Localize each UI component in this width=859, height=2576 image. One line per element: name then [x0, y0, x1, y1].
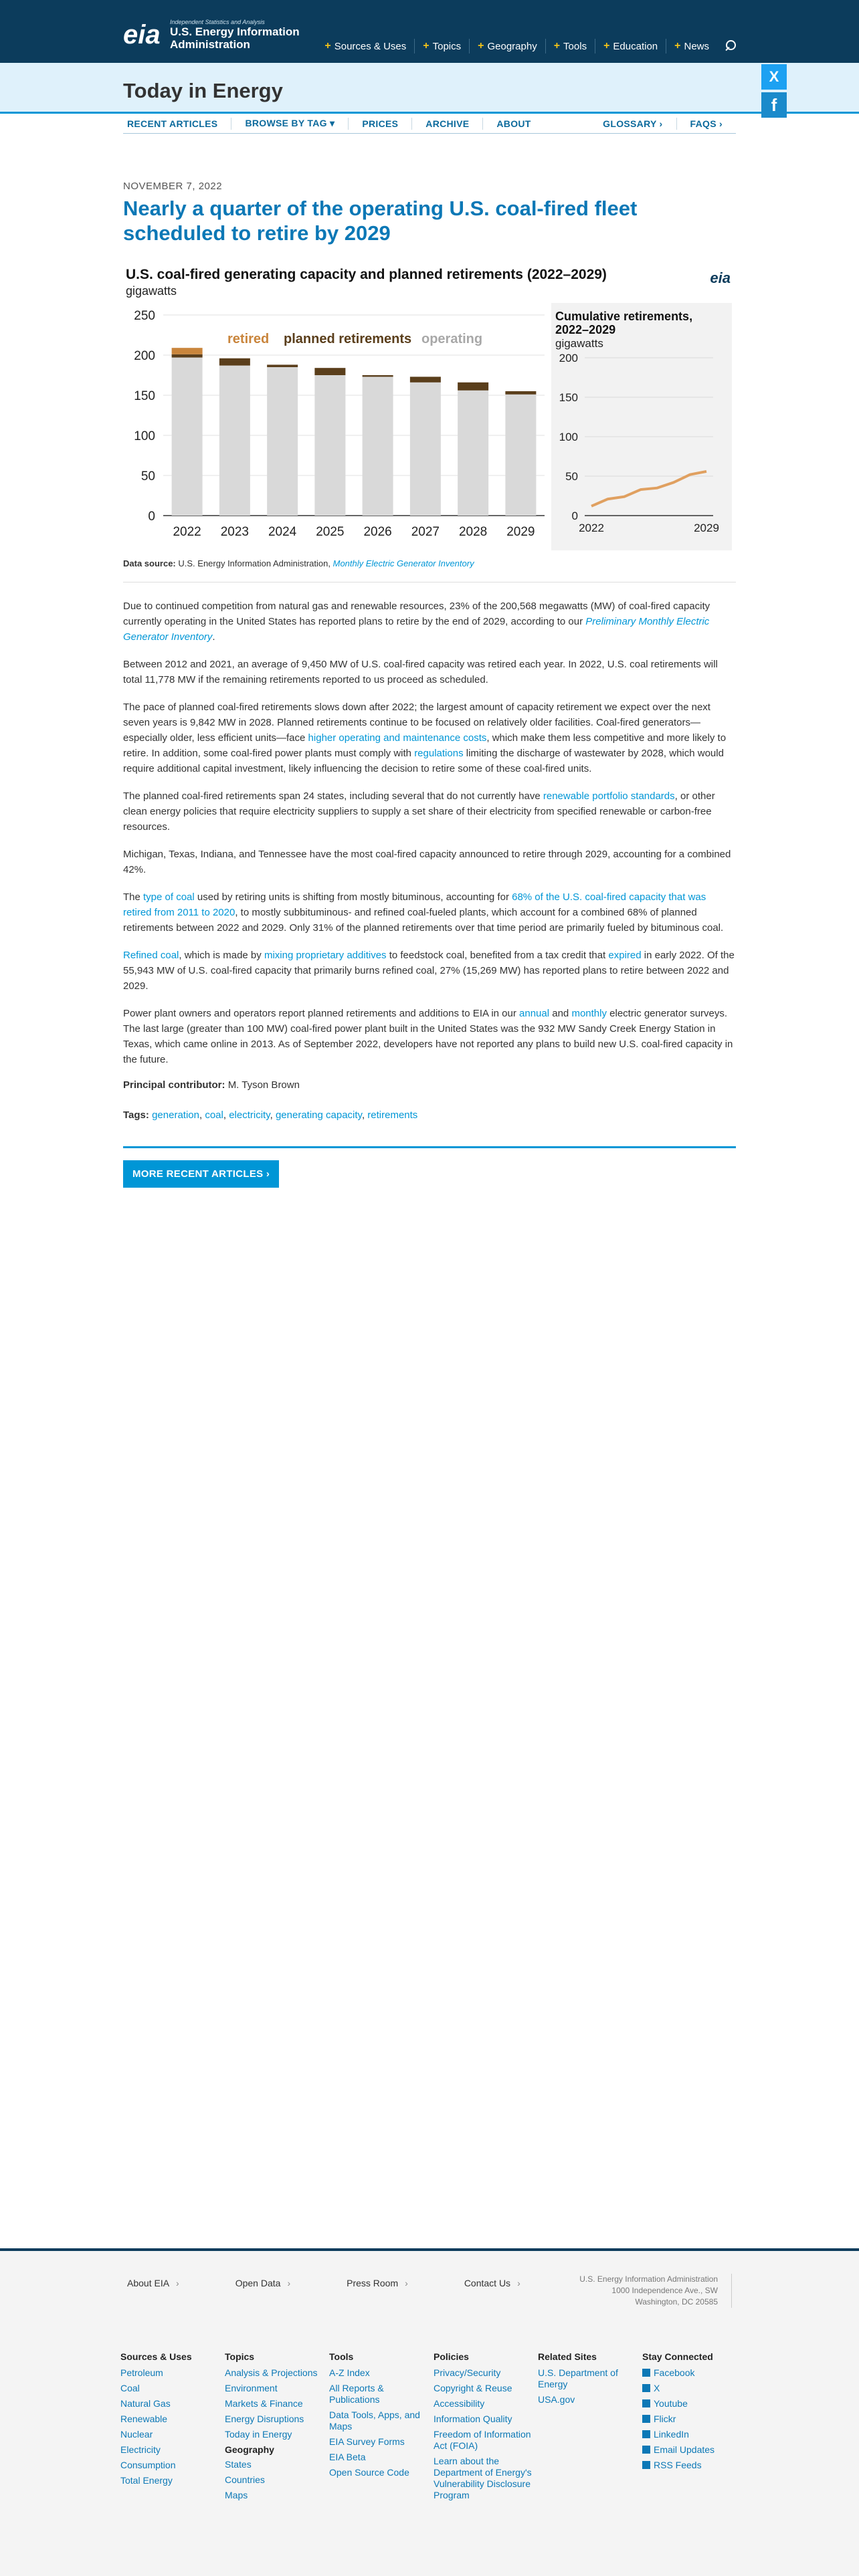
footer-column	[538, 2351, 642, 2505]
footer-link[interactable]: Countries	[225, 2474, 265, 2485]
footer-link[interactable]: Analysis & Projections	[225, 2367, 318, 2378]
figure-eia-logo: eia	[710, 270, 731, 286]
nav-topics[interactable]: + Topics	[414, 39, 469, 53]
footer-about-eia[interactable]: About EIA ›	[127, 2278, 179, 2288]
footer-link[interactable]: Electricity	[120, 2444, 161, 2455]
site-header	[0, 0, 859, 63]
footer-link[interactable]: X	[642, 2383, 747, 2394]
paragraph: Between 2012 and 2021, an average of 9,450 MW of U.S. coal-fired capacity was retired each year. In 2022, U.S. coal retirements will total 11,778 MW if the remaining retirements reported to us proceed as scheduled.	[123, 659, 718, 685]
paragraph: The type of coal used by retiring units is shifting from mostly bituminous, accounting for 68% of the U.S. coal-fired capacity that was retired from 2011 to 2020, to mostly subbituminous- and refined coal-fueled plants, which account for a combined 68% of planned retirements between 2022 and 2029. Only 31% of the planned retirements over that time period are primarily fueled by bituminous coal.	[123, 891, 724, 934]
eia-logo[interactable]	[123, 19, 300, 51]
logo-name-line1: U.S. Energy Information	[170, 25, 300, 38]
tag-link[interactable]: generation	[152, 1109, 199, 1121]
plus-icon: +	[603, 40, 610, 51]
y-tick-label: 0	[148, 510, 155, 524]
footer-column-title: Sources & Uses	[120, 2351, 192, 2362]
divider	[123, 1146, 736, 1148]
nav-education[interactable]: + Education	[595, 39, 666, 53]
bar-planned-retirements	[172, 354, 203, 358]
figure	[123, 265, 736, 554]
footer-column	[225, 2351, 329, 2505]
footer-contact-us[interactable]: Contact Us ›	[464, 2278, 520, 2288]
tag-link[interactable]: coal	[205, 1109, 223, 1121]
footer-link[interactable]: U.S. Department of Energy	[538, 2367, 618, 2389]
nav-geography[interactable]: + Geography	[469, 39, 545, 53]
main-nav	[316, 39, 736, 53]
eia-logo-mark: eia	[123, 20, 161, 49]
footer-link[interactable]: Consumption	[120, 2460, 176, 2470]
x-tick-label: 2024	[268, 525, 297, 539]
plus-icon: +	[674, 40, 681, 51]
subnav-archive[interactable]: ARCHIVE	[411, 118, 482, 130]
bar-operating	[267, 367, 298, 516]
y-tick-label: 250	[134, 309, 155, 323]
footer-column-title: Tools	[329, 2351, 354, 2362]
footer-link[interactable]: Learn about the Department of Energy's Vulnerability Disclosure Program	[434, 2456, 532, 2500]
x-tick-label: 2028	[458, 525, 488, 539]
bar-operating	[458, 391, 488, 516]
tags: Tags: generation, coal, electricity, generating capacity, retirements	[123, 1109, 418, 1121]
search-icon[interactable]	[724, 40, 736, 52]
nav-tools[interactable]: + Tools	[545, 39, 595, 53]
social-icon	[642, 2430, 650, 2438]
tag-link[interactable]: electricity	[229, 1109, 270, 1121]
logo-tagline: Independent Statistics and Analysis	[170, 19, 265, 25]
footer-link[interactable]: Coal	[120, 2383, 140, 2393]
footer-link[interactable]: Youtube	[642, 2398, 747, 2409]
footer-link[interactable]: Data Tools, Apps, and Maps	[329, 2409, 420, 2432]
bar-planned-retirements	[314, 368, 345, 375]
footer-link[interactable]: Freedom of Information Act (FOIA)	[434, 2429, 531, 2451]
bar-planned-retirements	[219, 358, 250, 366]
article-title: Nearly a quarter of the operating U.S. coal-fired fleet scheduled to retire by 2029	[123, 197, 638, 245]
footer-link[interactable]: EIA Survey Forms	[329, 2436, 405, 2447]
footer-link[interactable]: Total Energy	[120, 2475, 173, 2486]
paragraph: The pace of planned coal-fired retirements slows down after 2022; the largest amount of capacity retirement we expect over the next seven years is 9,842 MW in 2028. Planned retirements continue to be focused on relatively older facilities. Coal-fired generators—especially older, less efficient units—face higher operating and maintenance costs, which make them less competitive and more likely to retire. In addition, some coal-fired power plants must comply with regulations limiting the discharge of wastewater by 2028, which would require additional capital investment, likely influencing the decision to retire some of these coal-fired units.	[123, 702, 727, 774]
paragraph: Michigan, Texas, Indiana, and Tennessee have the most coal-fired capacity announced to retire through 2029, accounting for a combined 42%.	[123, 849, 731, 875]
footer-address: U.S. Energy Information Administration 1000 Independence Ave., SW Washington, DC 20585	[579, 2274, 732, 2308]
x-tick-label: 2025	[316, 525, 345, 539]
inline-link[interactable]: expired	[608, 950, 642, 961]
y-tick-label: 150	[134, 389, 155, 403]
plus-icon: +	[553, 40, 561, 51]
social-icon	[642, 2399, 650, 2407]
panel-title-line2: 2022–2029	[555, 323, 616, 336]
inline-link[interactable]: mixing proprietary additives	[264, 950, 387, 961]
inline-link[interactable]: regulations	[414, 748, 464, 759]
bar-planned-retirements	[267, 364, 298, 367]
x-share-icon[interactable]: X	[761, 64, 787, 90]
footer-link[interactable]: Petroleum	[120, 2367, 163, 2378]
footer-column-title: Topics	[225, 2351, 255, 2362]
x-tick-label: 2029	[506, 525, 535, 539]
nav-news[interactable]: + News	[666, 39, 717, 53]
figure-title: U.S. coal-fired generating capacity and planned retirements (2022–2029)	[126, 267, 607, 282]
footer-link[interactable]: Facebook	[642, 2367, 747, 2379]
legend-label: planned retirements	[284, 332, 412, 346]
footer-link[interactable]: Markets & Finance	[225, 2398, 303, 2409]
inline-link[interactable]: higher operating and maintenance costs	[308, 732, 487, 744]
social-icon	[642, 2384, 650, 2392]
subnav-browse-by-tag[interactable]: BROWSE BY TAG ▾	[231, 118, 348, 130]
footer-press-room[interactable]: Press Room ›	[347, 2278, 408, 2288]
x-tick-label: 2029	[694, 522, 719, 534]
x-tick-label: 2022	[579, 522, 604, 534]
legend-label: retired	[227, 332, 270, 346]
inline-link[interactable]: renewable portfolio standards	[543, 790, 675, 802]
bar-planned-retirements	[410, 377, 441, 382]
footer-column	[642, 2351, 747, 2505]
inline-link[interactable]: 68% of the U.S. coal-fired capacity that was retired from 2011 to 2020	[123, 891, 706, 918]
chart-svg	[123, 265, 736, 554]
footer-column-title: Related Sites	[538, 2351, 597, 2362]
y-tick-label: 50	[565, 470, 578, 483]
y-tick-label: 200	[134, 349, 155, 363]
section-banner	[0, 63, 859, 114]
paragraph: The planned coal-fired retirements span 24 states, including several that do not currently have renewable portfolio standards, or other clean energy policies that require electricity suppliers to supply a set share of their electricity from specified renewable or carbon-free resources.	[123, 790, 715, 833]
article	[123, 134, 736, 1188]
social-share	[761, 64, 787, 120]
y-tick-label: 0	[571, 510, 578, 522]
footer-link[interactable]: Flickr	[642, 2413, 747, 2425]
inline-link[interactable]: type of coal	[143, 891, 195, 903]
footer-link[interactable]: Natural Gas	[120, 2398, 171, 2409]
inline-link[interactable]: Preliminary Monthly Electric Generator Inventory	[123, 616, 710, 643]
y-tick-label: 100	[559, 431, 578, 443]
footer-column	[329, 2351, 434, 2505]
footer-link[interactable]: USA.gov	[538, 2394, 575, 2405]
bar-operating	[363, 377, 393, 516]
figure-unit: gigawatts	[126, 284, 177, 298]
inline-link[interactable]: monthly	[571, 1008, 607, 1019]
plus-icon: +	[423, 40, 430, 51]
article-date: NOVEMBER 7, 2022	[123, 181, 223, 192]
footer-column	[120, 2351, 225, 2505]
footer-link[interactable]: Nuclear	[120, 2429, 153, 2440]
footer-link[interactable]: Information Quality	[434, 2413, 512, 2424]
plus-icon: +	[478, 40, 484, 51]
inline-link[interactable]: Refined coal	[123, 950, 179, 961]
footer-link[interactable]: Today in Energy	[225, 2429, 292, 2440]
footer-link[interactable]: All Reports & Publications	[329, 2383, 384, 2405]
cumulative-retirements-line	[591, 471, 706, 506]
footer-link[interactable]: Environment	[225, 2383, 278, 2393]
subnav-glossary[interactable]: GLOSSARY ›	[603, 118, 663, 129]
footer-column-title: Stay Connected	[642, 2351, 713, 2362]
subnav-prices[interactable]: PRICES	[348, 118, 411, 130]
footer-link[interactable]: EIA Beta	[329, 2452, 366, 2462]
social-icon	[642, 2461, 650, 2469]
sub-nav	[123, 114, 736, 134]
x-tick-label: 2026	[363, 525, 392, 539]
panel-unit: gigawatts	[555, 337, 603, 350]
bar-operating	[505, 395, 536, 516]
social-icon	[642, 2446, 650, 2454]
footer-link[interactable]: Accessibility	[434, 2398, 485, 2409]
footer-link[interactable]: States	[225, 2459, 252, 2470]
data-source: Data source: U.S. Energy Information Administration, Monthly Electric Generator Inventory	[123, 558, 474, 568]
footer-subtitle: Geography	[225, 2444, 274, 2455]
subnav-faqs[interactable]: FAQS ›	[676, 118, 736, 130]
tag-link[interactable]: retirements	[367, 1109, 418, 1121]
footer-columns	[120, 2351, 747, 2505]
social-icon	[642, 2369, 650, 2377]
principal-contributor: Principal contributor: M. Tyson Brown	[123, 1079, 300, 1091]
site-footer	[0, 2248, 859, 2576]
bar-retired	[172, 348, 203, 354]
footer-link[interactable]: Privacy/Security	[434, 2367, 501, 2378]
footer-link[interactable]: A-Z Index	[329, 2367, 370, 2378]
logo-name-line2: Administration	[170, 38, 250, 51]
bar-planned-retirements	[458, 383, 488, 391]
bar-planned-retirements	[505, 391, 536, 395]
footer-link[interactable]: Maps	[225, 2490, 248, 2500]
footer-open-data[interactable]: Open Data ›	[235, 2278, 291, 2288]
subnav-about[interactable]: ABOUT	[482, 118, 544, 130]
y-tick-label: 200	[559, 352, 578, 364]
footer-link[interactable]: Email Updates	[642, 2444, 747, 2456]
subnav-recent-articles[interactable]: RECENT ARTICLES	[127, 118, 218, 129]
paragraph: Due to continued competition from natural gas and renewable resources, 23% of the 200,568 megawatts (MW) of coal-fired capacity currently operating in the United States has reported plans to retire by the end of 2029, according to our Preliminary Monthly Electric Generator Inventory.	[123, 601, 710, 643]
y-tick-label: 100	[134, 429, 155, 443]
plus-icon: +	[324, 40, 331, 51]
bar-operating	[314, 375, 345, 516]
facebook-share-icon[interactable]: f	[761, 92, 787, 118]
bar-planned-retirements	[363, 375, 393, 377]
y-tick-label: 50	[140, 469, 155, 484]
footer-link[interactable]: RSS Feeds	[642, 2460, 747, 2471]
footer-link[interactable]: LinkedIn	[642, 2429, 747, 2440]
bar-operating	[219, 366, 250, 516]
data-source-link[interactable]: Monthly Electric Generator Inventory	[332, 558, 474, 568]
y-tick-label: 150	[559, 391, 578, 404]
panel-title-line1: Cumulative retirements,	[555, 310, 693, 323]
x-tick-label: 2022	[173, 525, 201, 539]
section-title[interactable]: Today in Energy	[123, 79, 283, 102]
tag-link[interactable]: generating capacity	[275, 1109, 362, 1121]
bar-operating	[410, 383, 441, 516]
more-recent-articles-button[interactable]: MORE RECENT ARTICLES ›	[123, 1160, 279, 1188]
paragraph: Refined coal, which is made by mixing proprietary additives to feedstock coal, benefited from a tax credit that expired in early 2022. Of the 55,943 MW of U.S. coal-fired capacity that primarily burns refined coal, 27% (15,269 MW) has reported plans to retire between 2022 and 2029.	[123, 950, 735, 992]
x-tick-label: 2023	[220, 525, 250, 539]
footer-link[interactable]: Copyright & Reuse	[434, 2383, 512, 2393]
footer-link[interactable]: Open Source Code	[329, 2467, 409, 2478]
x-tick-label: 2027	[411, 525, 440, 539]
bar-operating	[172, 358, 203, 516]
legend-label: operating	[421, 332, 483, 346]
article-body	[123, 599, 736, 1067]
footer-column-title: Policies	[434, 2351, 469, 2362]
footer-link[interactable]: Energy Disruptions	[225, 2413, 304, 2424]
footer-link[interactable]: Renewable	[120, 2413, 168, 2424]
nav-sources-uses[interactable]: + Sources & Uses	[324, 40, 407, 52]
footer-top-links	[127, 2278, 577, 2288]
footer-column	[434, 2351, 538, 2505]
inline-link[interactable]: annual	[519, 1008, 550, 1019]
paragraph: Power plant owners and operators report planned retirements and additions to EIA in our annual and monthly electric generator surveys. The last large (greater than 100 MW) coal-fired power plant built in the United States was the 932 MW Sandy Creek Energy Station in Texas, which came online in 2013. As of September 2022, developers have not reported any plans to build new U.S. coal-fired capacity in the future.	[123, 1008, 733, 1065]
social-icon	[642, 2415, 650, 2423]
